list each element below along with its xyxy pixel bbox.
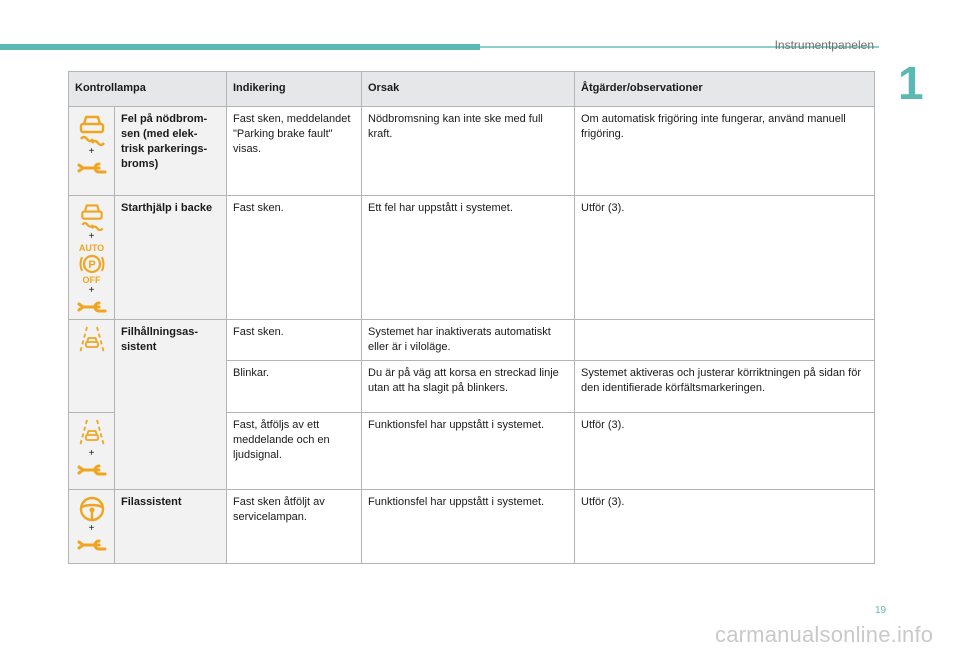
- column-header-indication: Indikering: [227, 72, 362, 107]
- cause-cell: Du är på väg att korsa en streckad linje utan att ha slagit på blinkers.: [362, 361, 575, 413]
- cause-cell: Nödbromsning kan inte ske med full kraft.: [362, 107, 575, 196]
- wrench-icon: [77, 464, 107, 476]
- lamp-name: Fel på nödbrom-sen (med elek-trisk parkerings-broms): [115, 107, 227, 196]
- indication-cell: Fast sken åtföljt av servicelampan.: [227, 490, 362, 564]
- parking-brake-icon: [79, 253, 105, 275]
- indication-cell: Blinkar.: [227, 361, 362, 413]
- wrench-icon: [77, 301, 107, 313]
- steering-wheel-icon: [78, 495, 106, 523]
- column-header-action: Åtgärder/observationer: [575, 72, 875, 107]
- cause-cell: Funktionsfel har uppstått i systemet.: [362, 490, 575, 564]
- action-cell: [575, 320, 875, 361]
- lamp-icon-cell: [69, 490, 115, 564]
- lane-keeping-icon: [78, 325, 106, 355]
- column-header-lamp: Kontrollampa: [69, 72, 227, 107]
- plus-sign: +: [88, 231, 95, 242]
- indication-cell: Fast sken, meddelandet "Parking brake fault" visas.: [227, 107, 362, 196]
- action-cell: Utför (3).: [575, 413, 875, 490]
- cause-cell: Systemet har inaktiverats automatiskt eller är i viloläge.: [362, 320, 575, 361]
- wrench-icon: [77, 162, 107, 174]
- lamp-name: Filhållningsas-sistent: [115, 320, 227, 490]
- column-header-cause: Orsak: [362, 72, 575, 107]
- plus-sign: +: [88, 285, 95, 296]
- indication-cell: Fast sken.: [227, 196, 362, 320]
- action-cell: Utför (3).: [575, 490, 875, 564]
- action-cell: Om automatisk frigöring inte fungerar, använd manuell frigöring.: [575, 107, 875, 196]
- plus-sign: +: [88, 523, 95, 534]
- table-row: [69, 490, 875, 564]
- table-header-row: [69, 72, 875, 107]
- chapter-number: 1: [898, 57, 924, 109]
- warning-lamps-table: [68, 71, 875, 564]
- wrench-icon: [77, 539, 107, 551]
- lamp-icon-cell: [69, 320, 115, 413]
- indication-cell: Fast sken.: [227, 320, 362, 361]
- action-cell: Systemet aktiveras och justerar körriktningen på sidan för den identifierade körfältsmarkeringen.: [575, 361, 875, 413]
- emergency-brake-car-icon: [78, 112, 106, 146]
- cause-cell: Ett fel har uppstått i systemet.: [362, 196, 575, 320]
- parking-p-letter: P: [87, 259, 96, 271]
- lane-keeping-icon: [78, 418, 106, 448]
- table-row: [69, 107, 875, 196]
- plus-sign: +: [88, 146, 95, 157]
- watermark: carmanualsonline.info: [715, 622, 934, 647]
- lamp-icon-cell: [69, 107, 115, 196]
- lamp-name: Filassistent: [115, 490, 227, 564]
- lamp-icon-cell: [69, 413, 115, 490]
- brake-car-icon: [79, 201, 105, 231]
- off-label: OFF: [82, 275, 101, 285]
- lamp-icon-cell: [69, 196, 115, 320]
- cause-cell: Funktionsfel har uppstått i systemet.: [362, 413, 575, 490]
- plus-sign: +: [88, 448, 95, 459]
- action-cell: Utför (3).: [575, 196, 875, 320]
- header-accent-bar: [0, 44, 480, 50]
- indication-cell: Fast, åtföljs av ett meddelande och en ljudsignal.: [227, 413, 362, 490]
- table-row: [69, 196, 875, 320]
- section-title: Instrumentpanelen: [774, 38, 874, 52]
- table-row: [69, 320, 875, 361]
- page-number: 19: [875, 605, 887, 616]
- lamp-name: Starthjälp i backe: [115, 196, 227, 320]
- auto-label: AUTO: [78, 243, 105, 253]
